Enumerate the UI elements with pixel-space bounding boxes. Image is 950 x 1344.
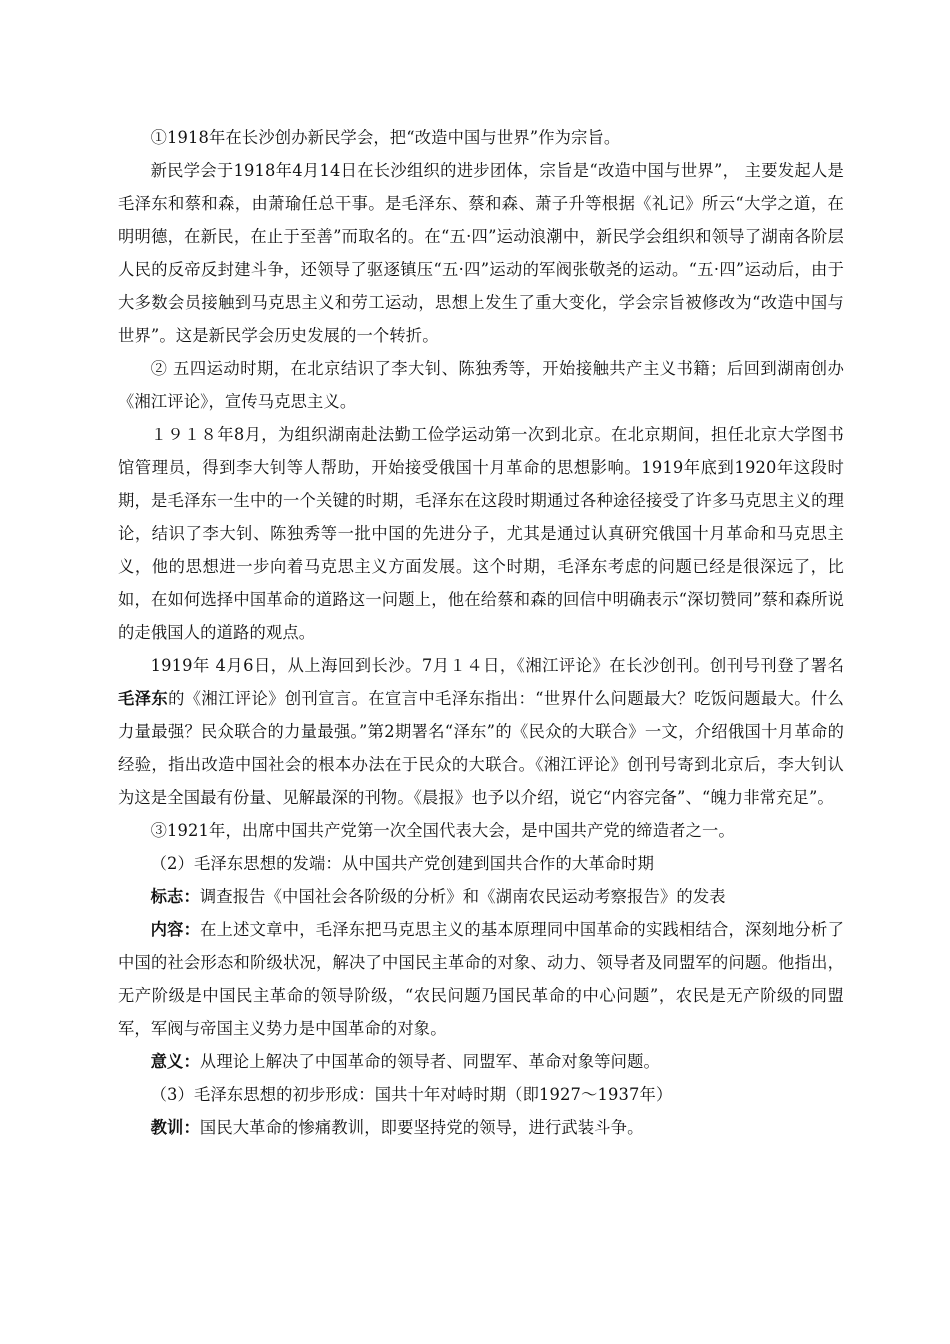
content-text: 在上述文章中，毛泽东把马克思主义的基本原理同中国革命的实践相结合，深刻地分析了中国的社会形态和阶级状况，解决了中国民主革命的对象、动力、领导者及同盟军的问题。他指出，无产阶级是中国民主革命的领导阶级，“农民问题乃国民革命的中心问题”，农民是无产阶级的同盟军，军阀与帝国主义势力是中国革命的对象。: [118, 920, 845, 1038]
paragraph-xinmin-description: 新民学会于1918年4月14日在长沙组织的进步团体，宗旨是“改造中国与世界”， 主要发起人是毛泽东和蔡和森，由萧瑜任总干事。是毛泽东、蔡和森、萧子升等根据《礼记》所云“大学之道，在明明德，在新民，在止于至善”而取名的。在“五·四”运动浪潮中，新民学会组织和领导了湖南各阶层人民的反帝反封建斗争，还领导了驱逐镇压“五·四”运动的军阀张敬尧的运动。“五·四”运动后，由于大多数会员接触到马克思主义和劳工运动，思想上发生了重大变化，学会宗旨被修改为“改造中国与世界”。这是新民学会历史发展的一个转折。: [118, 161, 844, 345]
label-marker: 标志：: [150, 887, 200, 906]
lesson-text: 国民大革命的惨痛教训，即要坚持党的领导，进行武装斗争。: [199, 1118, 644, 1137]
paragraph-may-fourth: ② 五四运动时期，在北京结识了李大钊、陈独秀等，开始接触共产主义书籍；后回到湖南创办《湘江评论》，宣传马克思主义。: [118, 359, 844, 411]
label-significance: 意义：: [150, 1052, 200, 1071]
document-body: [118, 121, 844, 1144]
paragraph-xiangjiang-review: [118, 649, 844, 814]
section-heading-origin: （2）毛泽东思想的发端：从中国共产党创建到国共合作的大革命时期: [150, 854, 655, 873]
paragraph-content: [118, 913, 844, 1045]
p5-bold-name: 毛泽东: [118, 689, 169, 708]
label-lesson: 教训：: [150, 1118, 200, 1137]
significance-text: 从理论上解决了中国革命的领导者、同盟军、革命对象等问题。: [199, 1052, 660, 1071]
paragraph-significance: [118, 1045, 844, 1078]
marker-text: 调查报告《中国社会各阶级的分析》和《湖南农民运动考察报告》的发表: [199, 887, 726, 906]
paragraph-beijing-1918: １９１８年8月，为组织湖南赴法勤工俭学运动第一次到北京。在北京期间，担任北京大学图书馆管理员，得到李大钊等人帮助，开始接受俄国十月革命的思想影响。1919年底到1920年这段时期，是毛泽东一生中的一个关键的时期，毛泽东在这段时期通过各种途径接受了许多马克思主义的理论，结识了李大钊、陈独秀等一批中国的先进分子，尤其是通过认真研究俄国十月革命和马克思主义，他的思想进一步向着马克思主义方面发展。这个时期，毛泽东考虑的问题已经是很深远了，比如，在如何选择中国革命的道路这一问题上，他在给蔡和森的回信中明确表示“深切赞同”蔡和森所说的走俄国人的道路的观点。: [118, 425, 844, 642]
p5-before: 1919年 4月6日，从上海回到长沙。7月１４日，《湘江评论》在长沙创刊。创刊号刊登了署名: [150, 656, 844, 675]
paragraph-lesson: [118, 1111, 844, 1144]
p5-after: 的《湘江评论》创刊宣言。在宣言中毛泽东指出：“世界什么问题最大？吃饭问题最大。什么力量最强？民众联合的力量最强。”第2期署名“泽东”的《民众的大联合》一文，介绍俄国十月革命的经验，指出改造中国社会的根本办法在于民众的大联合。《湘江评论》创刊号寄到北京后，李大钊认为这是全国最有份量、见解最深的刊物。《晨报》也予以介绍，说它“内容完备”、“魄力非常充足”。: [118, 689, 844, 807]
label-content: 内容：: [150, 920, 201, 939]
paragraph-first-congress: ③1921年，出席中国共产党第一次全国代表大会，是中国共产党的缔造者之一。: [150, 821, 735, 840]
section-heading-initial-formation: （3）毛泽东思想的初步形成：国共十年对峙时期（即1927～1937年）: [150, 1085, 673, 1104]
paragraph-xinmin-founding: ①1918年在长沙创办新民学会，把“改造中国与世界”作为宗旨。: [150, 128, 621, 147]
paragraph-marker: [118, 880, 844, 913]
